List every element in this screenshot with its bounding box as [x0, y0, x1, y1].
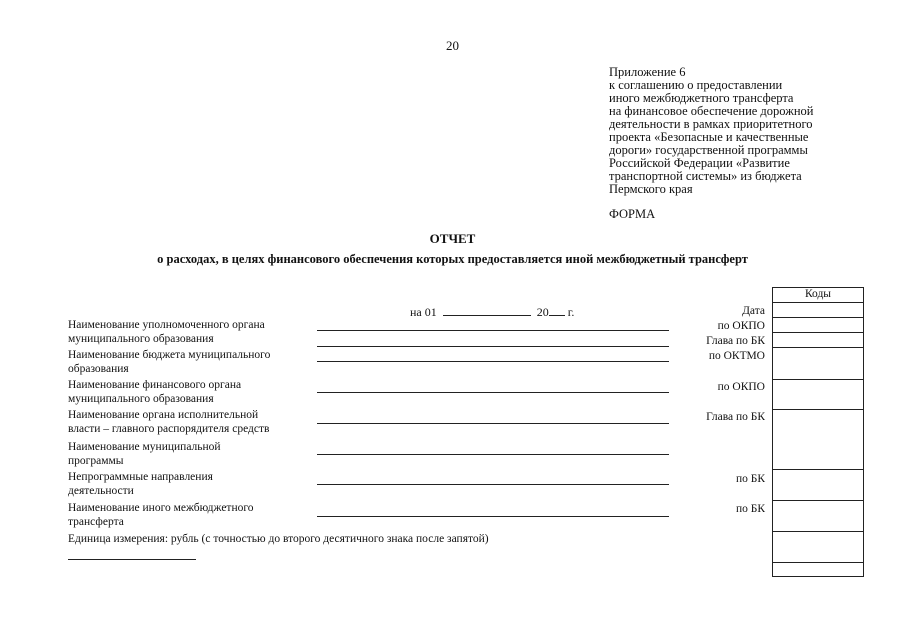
code-label-oktmo: по ОКТМО [708, 350, 765, 362]
appendix-line: проекта «Безопасные и качественные [609, 130, 809, 144]
field-input-authorized-body-2[interactable] [317, 346, 669, 347]
appendix-line: на финансовое обеспечение дорожной [609, 104, 814, 118]
appendix-line: Российской Федерации «Развитие [609, 156, 790, 170]
field-input-executive-body[interactable] [317, 423, 669, 424]
code-cell-okpo[interactable] [772, 332, 864, 333]
code-cell-oktmo[interactable] [772, 379, 864, 380]
field-input-finance-body[interactable] [317, 392, 669, 393]
code-label-date: Дата [742, 305, 765, 317]
appendix-line: Пермского края [609, 182, 693, 196]
code-label-okpo: по ОКПО [717, 320, 765, 332]
code-cell-bk[interactable] [772, 500, 864, 501]
report-title: ОТЧЕТ [429, 231, 476, 246]
codes-header: Коды [804, 288, 832, 300]
field-label-line: муниципального образования [68, 392, 214, 405]
units-of-measure: Единица измерения: рубль (с точностью до второго десятичного знака после запятой) [68, 533, 489, 545]
field-input-authorized-body[interactable] [317, 330, 669, 331]
date-prefix: на 01 [410, 305, 437, 319]
field-label-non-program [68, 471, 213, 498]
field-label-program [68, 441, 221, 468]
appendix-line: к соглашению о предоставлении [609, 78, 783, 92]
appendix-block [609, 66, 814, 196]
appendix-line: дороги» государственной программы [609, 143, 808, 157]
field-input-budget[interactable] [317, 361, 669, 362]
code-label-bk-2: по БК [735, 503, 765, 515]
code-label-okpo-2: по ОКПО [717, 381, 765, 393]
field-label-executive-body [68, 409, 269, 436]
field-input-program[interactable] [317, 454, 669, 455]
code-cell-date[interactable] [772, 317, 864, 318]
field-label-line: муниципального образования [68, 332, 214, 345]
codes-divider [772, 302, 864, 303]
field-label-line: Наименование муниципальной [68, 441, 221, 453]
code-label-glava-2: Глава по БК [706, 411, 765, 423]
code-cell-glava[interactable] [772, 347, 864, 348]
date-blank[interactable] [443, 305, 531, 316]
date-year-prefix: 20 [536, 305, 549, 319]
appendix-line: деятельности в рамках приоритетного [609, 117, 813, 131]
field-label-line: Наименование бюджета муниципального [68, 349, 271, 361]
appendix-line: транспортной системы» из бюджета [609, 169, 802, 183]
code-cell-okpo-2[interactable] [772, 409, 864, 410]
codes-table [772, 287, 864, 577]
date-year-suffix: г. [564, 305, 575, 319]
code-label-glava: Глава по БК [706, 335, 765, 347]
appendix-line: Приложение 6 [609, 65, 686, 79]
code-cell-units[interactable] [772, 562, 864, 563]
field-label-line: Наименование иного межбюджетного [68, 502, 254, 514]
signature-line[interactable] [68, 559, 196, 560]
field-label-finance-body [68, 379, 241, 406]
year-blank[interactable] [549, 305, 565, 316]
report-subtitle: о расходах, в целях финансового обеспечения которых предоставляется иной межбюджетный трансферт [157, 252, 748, 266]
report-date-line [410, 305, 574, 320]
field-input-transfer[interactable] [317, 516, 669, 517]
form-label: ФОРМА [609, 207, 656, 221]
field-label-transfer [68, 502, 254, 529]
code-label-bk: по БК [735, 473, 765, 485]
field-label-authorized-body [68, 319, 265, 346]
field-label-line: Наименование финансового органа [68, 379, 242, 391]
field-label-line: деятельности [68, 484, 134, 497]
field-label-budget [68, 349, 270, 376]
code-cell-glava-2[interactable] [772, 469, 864, 470]
field-label-line: Наименование уполномоченного органа [68, 319, 265, 331]
field-label-line: образования [68, 362, 129, 375]
field-label-line: программы [68, 454, 124, 467]
page-number: 20 [446, 38, 459, 53]
code-cell-bk-2[interactable] [772, 531, 864, 532]
appendix-line: иного межбюджетного трансферта [609, 91, 794, 105]
field-input-non-program[interactable] [317, 484, 669, 485]
field-label-line: Наименование органа исполнительной [68, 409, 259, 421]
field-label-line: Непрограммные направления [68, 471, 213, 483]
field-label-line: трансферта [68, 515, 124, 528]
field-label-line: власти – главного распорядителя средств [68, 422, 270, 435]
